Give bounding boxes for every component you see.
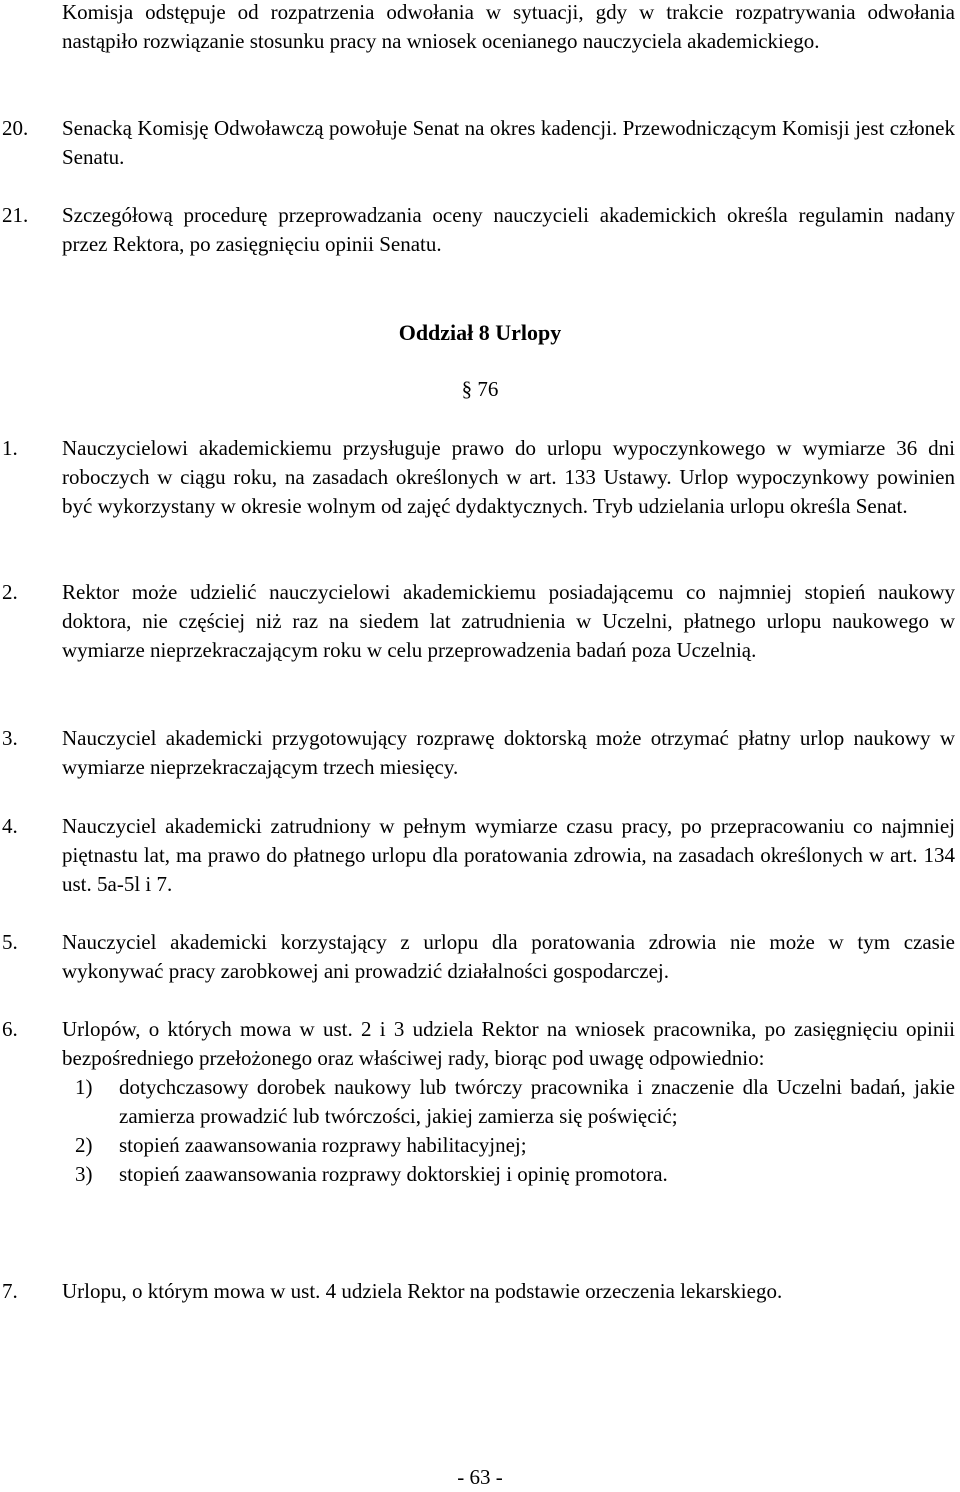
list-item-number: 1) [75,1075,93,1099]
paragraph-1 [2,434,955,521]
paragraph-text: Nauczyciel akademicki zatrudniony w pełnym wymiarze czasu pracy, po przepracowaniu co najmniej piętnastu lat, ma prawo do płatnego urlopu dla poratowania zdrowia, na zasadach określonych w art. 134 ust. 5a-5l i 7. [62,814,955,896]
paragraph-number: 21. [2,203,29,227]
paragraph-text: Senacką Komisję Odwoławczą powołuje Senat na okres kadencji. Przewodniczącym Komisji jest członek Senatu. [62,116,955,169]
paragraph-number: 5. [2,930,18,954]
paragraph-text: Rektor może udzielić nauczycielowi akademickiemu posiadającemu co najmniej stopień naukowy doktora, nie częściej niż raz na siedem lat zatrudnienia w Uczelni, płatnego urlopu naukowego w wymiarze nieprzekraczającym roku w celu przeprowadzenia badań poza Uczelnią. [62,580,955,662]
paragraph-text: Nauczyciel akademicki przygotowujący rozprawę doktorską może otrzymać płatny urlop naukowy w wymiarze nieprzekraczającym trzech miesięcy. [62,726,955,779]
paragraph-6 [2,1015,955,1189]
list-item-text: stopień zaawansowania rozprawy doktorskiej i opinię promotora. [119,1162,668,1186]
paragraph-text: Szczegółową procedurę przeprowadzania oceny nauczycieli akademickich określa regulamin nadany przez Rektora, po zasięgnięciu opinii Senatu. [62,203,955,256]
list-item [62,1160,955,1189]
paragraph-text: Urlopu, o którym mowa w ust. 4 udziela Rektor na podstawie orzeczenia lekarskiego. [62,1279,783,1303]
paragraph-number: 4. [2,814,18,838]
paragraph-text: Nauczyciel akademicki korzystający z urlopu dla poratowania zdrowia nie może w tym czasie wykonywać pracy zarobkowej ani prowadzić działalności gospodarczej. [62,930,955,983]
paragraph-text: Nauczycielowi akademickiemu przysługuje prawo do urlopu wypoczynkowego w wymiarze 36 dni roboczych w ciągu roku, na zasadach określonych w art. 133 Ustawy. Urlop wypoczynkowy powinien być wykorzystany w okresie wolnym od zajęć dydaktycznych. Tryb udzielania urlopu określa Senat. [62,436,955,518]
list-item-number: 2) [75,1133,93,1157]
paragraph-2 [2,578,955,665]
paragraph-3 [2,724,955,782]
paragraph-number: 1. [2,436,18,460]
paragraph-5 [2,928,955,986]
paragraph-number: 2. [2,580,18,604]
list-item-text: dotychczasowy dorobek naukowy lub twórczy pracownika i znaczenie dla Uczelni badań, jakie zamierza prowadzić lub twórczości, jakiej zamierza się poświęcić; [119,1075,955,1128]
list-item-text: stopień zaawansowania rozprawy habilitacyjnej; [119,1133,527,1157]
section-heading: Oddział 8 Urlopy [398,320,562,345]
intro-paragraph [62,0,955,56]
list-item [62,1073,955,1131]
paragraph-7 [2,1277,955,1306]
paragraph-text: Urlopów, o których mowa w ust. 2 i 3 udziela Rektor na wniosek pracownika, po zasięgnięciu opinii bezpośredniego przełożonego oraz właściwej rady, biorąc pod uwagę odpowiednio: [62,1017,955,1070]
paragraph-number: 6. [2,1017,18,1041]
page-number: - 63 - [457,1465,503,1489]
paragraph-number: 7. [2,1279,18,1303]
paragraph-21 [2,201,955,259]
paragraph-number: 3. [2,726,18,750]
list-item [62,1131,955,1160]
paragraph-number: 20. [2,116,29,140]
intro-text: Komisja odstępuje od rozpatrzenia odwołania w sytuacji, gdy w trakcie rozpatrywania odwołania nastąpiło rozwiązanie stosunku pracy na wniosek ocenianego nauczyciela akademickiego. [62,0,955,53]
section-mark: § 76 [461,377,499,401]
paragraph-4 [2,812,955,899]
list-item-number: 3) [75,1162,93,1186]
paragraph-20 [2,114,955,172]
